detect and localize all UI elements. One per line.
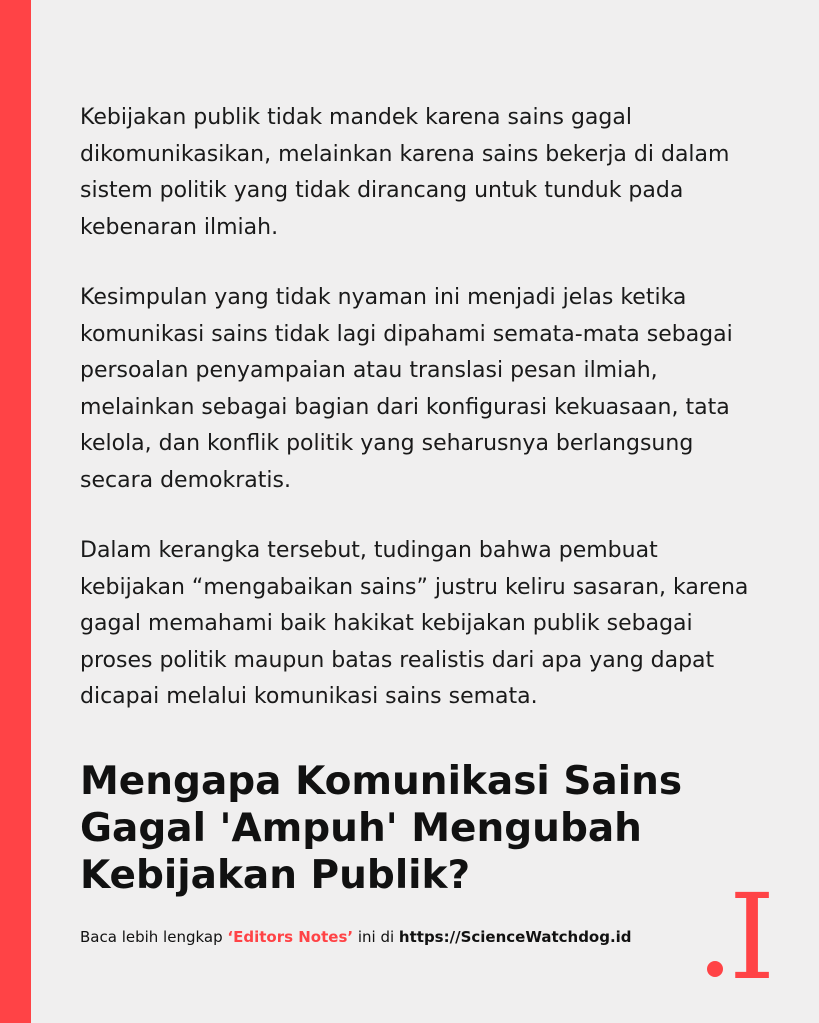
- brand-logo-icon: [700, 868, 780, 983]
- paragraph-3: Dalam kerangka tersebut, tudingan bahwa pembuat kebijakan “mengabaikan sains” justru keliru sasaran, karena gagal memahami baik hakikat kebijakan publik sebagai proses politik maupun batas realistis dari apa yang dapat dicapai melalui komunikasi sains semata.: [80, 538, 749, 709]
- accent-bar: [0, 0, 31, 1023]
- footer-prefix: Baca lebih lengkap: [80, 928, 228, 946]
- paragraph-2: Kesimpulan yang tidak nyaman ini menjadi jelas ketika komunikasi sains tidak lagi dipahami semata-mata sebagai persoalan penyampaian atau translasi pesan ilmiah, melainkan sebagai bagian dari konfigurasi kekuasaan, tata kelola, dan konflik politik yang seharusnya berlangsung secara demokratis.: [80, 285, 733, 493]
- footer-note: [80, 928, 632, 946]
- article-body: [80, 100, 750, 750]
- footer-highlight: ‘Editors Notes’: [227, 928, 354, 946]
- paragraph-1: Kebijakan publik tidak mandek karena sains gagal dikomunikasikan, melainkan karena sains bekerja di dalam sistem politik yang tidak dirancang untuk tunduk pada kebenaran ilmiah.: [80, 105, 730, 240]
- headline: Mengapa Komunikasi Sains Gagal 'Ampuh' Mengubah Kebijakan Publik?: [80, 759, 683, 898]
- logo-glyph: I: [728, 868, 776, 983]
- footer-middle: ini di: [353, 928, 399, 946]
- footer-url-link[interactable]: https://ScienceWatchdog.id: [398, 928, 632, 946]
